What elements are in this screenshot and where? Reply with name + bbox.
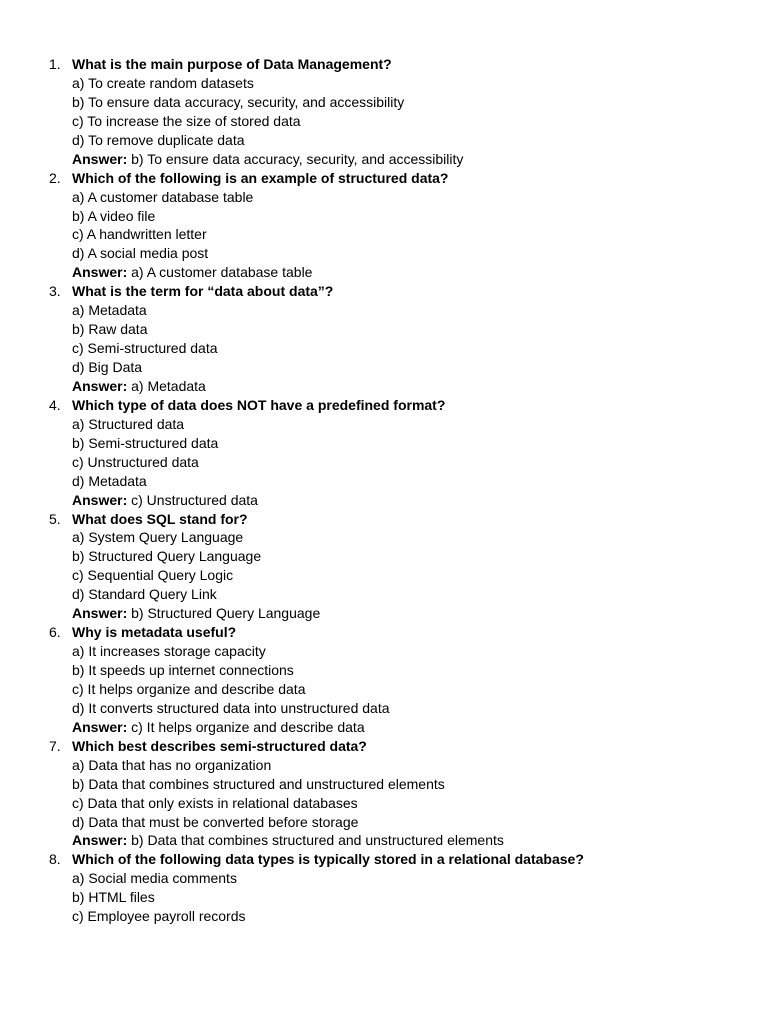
question-text: What is the main purpose of Data Management?: [72, 56, 392, 72]
answer-label: Answer:: [72, 377, 128, 394]
answer-option: c) Employee payroll records: [72, 908, 246, 925]
question-text: Which of the following is an example of structured data?: [72, 169, 449, 186]
answer-option: b) Semi-structured data: [72, 434, 219, 451]
answer-option: b) Structured Query Language: [72, 548, 262, 565]
answer-option: b) Raw data: [72, 321, 148, 338]
question-6: [0, 623, 768, 737]
answer-option: d) To remove duplicate data: [72, 131, 245, 148]
answer-line: [0, 604, 768, 623]
question-text: What is the term for “data about data”?: [72, 283, 334, 300]
answer-option: a) Social media comments: [72, 870, 237, 887]
question-heading: [0, 396, 768, 415]
quiz-page: [0, 55, 768, 926]
answer-option: c) A handwritten letter: [72, 226, 207, 243]
answer-option: d) It converts structured data into unstructured data: [72, 699, 390, 716]
answer-option: d) Metadata: [72, 472, 147, 489]
answer-text: b) Structured Query Language: [131, 605, 321, 622]
answer-option: a) To create random datasets: [72, 74, 254, 91]
question-number: 6.: [49, 624, 61, 641]
question-3: [0, 282, 768, 396]
question-heading: [0, 169, 768, 188]
question-number: 3.: [49, 283, 61, 300]
question-heading: [0, 510, 768, 529]
question-7: [0, 737, 768, 851]
answer-option: c) Semi-structured data: [72, 340, 218, 357]
question-number: 7.: [49, 737, 61, 754]
answer-option: a) Metadata: [72, 302, 147, 319]
answer-option: c) Sequential Query Logic: [72, 567, 234, 584]
answer-label: Answer:: [72, 150, 128, 167]
answer-option: b) To ensure data accuracy, security, and accessibility: [72, 93, 405, 110]
answer-label: Answer:: [72, 264, 128, 281]
answer-text: a) A customer database table: [131, 264, 313, 281]
answer-option: b) Data that combines structured and unstructured elements: [72, 775, 445, 792]
question-2: [0, 169, 768, 283]
question-heading: [0, 55, 768, 74]
answer-option: b) It speeds up internet connections: [72, 662, 294, 678]
answer-label: Answer:: [72, 605, 128, 622]
answer-option: a) A customer database table: [72, 188, 254, 205]
question-text: Which type of data does NOT have a predefined format?: [72, 396, 446, 413]
answer-option: a) System Query Language: [72, 529, 244, 546]
answer-line: [0, 377, 768, 396]
answer-text: a) Metadata: [131, 377, 206, 394]
question-heading: [0, 623, 768, 642]
answer-text: b) To ensure data accuracy, security, and accessibility: [131, 150, 464, 167]
answer-line: [0, 831, 768, 850]
question-number: 8.: [49, 851, 61, 868]
question-number: 4.: [49, 396, 61, 413]
answer-option: c) Unstructured data: [72, 453, 199, 470]
answer-option: a) Structured data: [72, 415, 185, 432]
answer-option: d) Data that must be converted before storage: [72, 813, 359, 830]
question-heading: [0, 282, 768, 301]
answer-text: c) Unstructured data: [131, 491, 258, 508]
question-heading: [0, 850, 768, 869]
question-1: [0, 55, 768, 169]
question-4: [0, 396, 768, 510]
answer-line: [0, 718, 768, 737]
answer-option: c) It helps organize and describe data: [72, 680, 306, 697]
question-number: 5.: [49, 510, 61, 527]
answer-option: d) A social media post: [72, 245, 209, 262]
answer-line: [0, 263, 768, 282]
answer-option: a) It increases storage capacity: [72, 643, 266, 660]
question-text: Why is metadata useful?: [72, 624, 237, 641]
answer-option: d) Big Data: [72, 359, 143, 375]
question-text: What does SQL stand for?: [72, 510, 248, 527]
answer-option: c) To increase the size of stored data: [72, 112, 301, 129]
answer-option: c) Data that only exists in relational databases: [72, 794, 358, 811]
answer-option: b) A video file: [72, 207, 156, 224]
question-5: [0, 510, 768, 624]
answer-label: Answer:: [72, 718, 128, 735]
answer-line: [0, 150, 768, 169]
answer-option: d) Standard Query Link: [72, 586, 217, 603]
answer-text: c) It helps organize and describe data: [131, 718, 365, 735]
answer-label: Answer:: [72, 491, 128, 508]
answer-option: b) HTML files: [72, 889, 155, 906]
answer-label: Answer:: [72, 832, 128, 849]
answer-text: b) Data that combines structured and unstructured elements: [131, 832, 504, 849]
answer-line: [0, 491, 768, 510]
question-text: Which of the following data types is typically stored in a relational database?: [72, 851, 584, 868]
question-heading: [0, 737, 768, 756]
answer-option: a) Data that has no organization: [72, 756, 272, 773]
question-number: 2.: [49, 169, 61, 186]
question-text: Which best describes semi-structured data?: [72, 737, 367, 754]
question-8: [0, 850, 768, 926]
question-number: 1.: [49, 56, 61, 72]
